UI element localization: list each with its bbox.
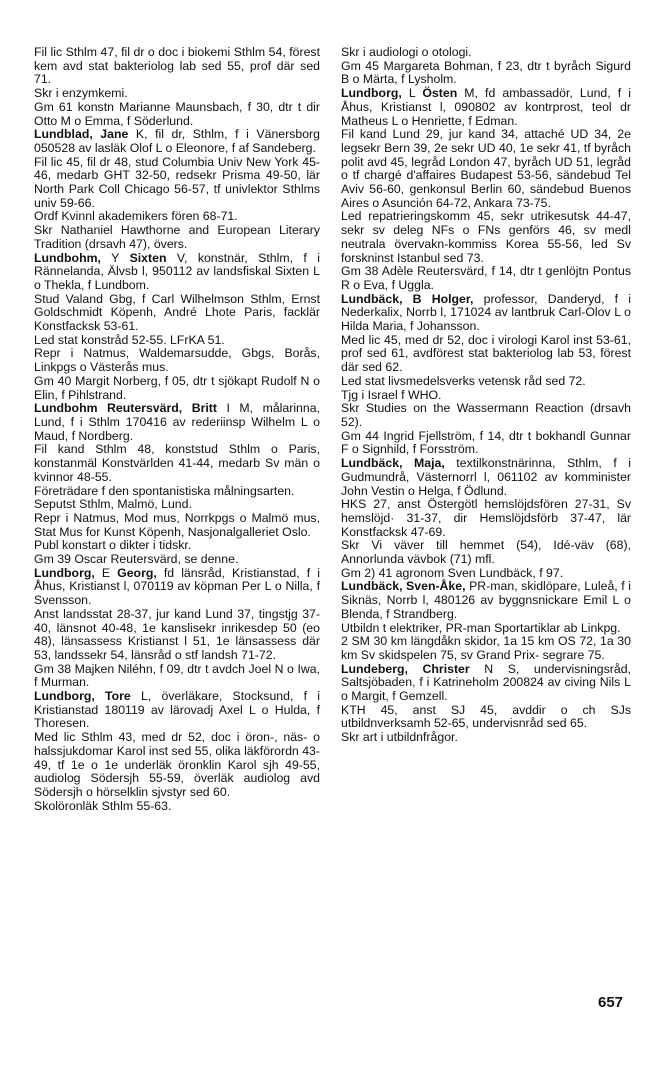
entry-text: E [94,565,118,580]
right-column [341,46,631,745]
entry-heading-paragraph [341,580,631,621]
entry-paragraph [341,731,631,745]
entry-text: Gm 39 Oscar Reutersvärd, se denne. [34,552,239,567]
entry-text: Skr Nathaniel Hawthorne and European Literary Tradition (drsavh 47), övers. [34,223,320,251]
entry-paragraph [34,608,320,663]
entry-text: fd länsråd, Kristianstad, f i Åhus, Kristianst l, 070119 av köpman Per L o Nilla, f Svensson. [34,565,320,608]
entry-text: Led repatrieringskomm 45, sekr utrikesutsk 44-47, sekr sv deleg NFs o FNs genförs 46, sv medl neutrala övervakn-kommiss Korea 55-56, led Sv forskninst Istanbul sed 73. [341,209,631,265]
entry-paragraph [341,334,631,375]
entry-paragraph [34,224,320,251]
entry-text: Seputst Sthlm, Malmö, Lund. [34,497,192,512]
entry-name: Lundbäck, Maja, [341,456,445,471]
entry-text: Gm 40 Margit Norberg, f 05, dtr t sjökapt Rudolf N o Elin, f Pihlstrand. [34,373,320,402]
entry-paragraph [341,402,631,429]
entry-text: Repr i Natmus, Waldemarsudde, Gbgs, Borås, Linkpgs o Västerås mus. [34,346,320,375]
entry-text: Led stat livsmedelsverks vetensk råd sed 72. [341,373,586,388]
entry-text: Skr art i utbildnfrågor. [341,730,458,745]
entry-paragraph [341,635,631,662]
entry-text: Företrädare f den spontanistiska målningsarten. [34,483,295,498]
entry-paragraph [34,87,320,101]
entry-text: Fil kand Sthlm 48, konststud Sthlm o Paris, konstanmäl Konstvärlden 41-44, medarb Sv män o kvinnor 48-55. [34,442,320,484]
entry-text: Tjg i Israel f WHO. [341,387,442,402]
entry-text: Gm 38 Majken Niléhn, f 09, dtr t avdch Joel N o Iwa, f Murman. [34,661,320,690]
entry-paragraph [34,512,320,539]
entry-name: Lundborg, [34,565,95,580]
entry-text: Ordf Kvinnl akademikers fören 68-71. [34,209,238,224]
entry-paragraph [341,430,631,457]
entry-name: Lundborg, Tore [34,689,131,704]
entry-text: textilkonstnärinna, Sthlm, f i Gudmundrå, Västernorrl l, 061102 av komminister John Vestin o Helga, f Ödlund. [341,456,631,498]
entry-text: 2 SM 30 km längdåkn skidor, 1a 15 km OS 72, 1a 30 km Sv skidspelen 75, sv Grand Prix- segrare 75. [341,634,631,662]
entry-paragraph [341,60,631,87]
entry-text: Stud Valand Gbg, f Carl Wilhelmson Sthlm, Ernst Goldschmidt Köpenh, André Lhote Paris, facklär Konstfacksk 53-61. [34,291,320,334]
entry-text: Led stat konstråd 52-55. LFrKA 51. [34,332,225,347]
entry-paragraph [34,293,320,334]
entry-heading-paragraph [341,87,631,128]
entry-text: professor, Danderyd, f i Nederkalix, Norrb l, 171024 av lantbruk Carl-Olov L o Hilda Maria, f Johansson. [341,291,632,334]
entry-paragraph [34,539,320,553]
entry-paragraph [34,347,320,374]
entry-paragraph [34,663,320,690]
left-column [34,46,320,813]
entry-heading-paragraph [34,402,320,443]
entry-text: PR-man, skidlöpare, Luleå, f i Siknäs, Norrb l, 480126 av byggnsnickare Emil L o Blenda, f Strandberg. [341,579,632,621]
entry-text: V, konstnär, Sthlm, f i Rännelanda, Älvsb l, 950112 av landsfiskal Sixten L o Thekla, f Lundbom. [34,250,320,292]
entry-text: Skr Vi väver till hemmet (54), Idé-väv (68), Annorlunda vävbok (71) mfl. [341,538,631,567]
entry-text: Gm 2) 41 agronom Sven Lundbäck, f 97. [341,565,564,580]
entry-name: Lundeberg, Christer [341,661,470,676]
entry-text: Utbildn t elektriker, PR-man Sportartiklar ab Linkpg. [341,620,621,635]
entry-text: Gm 61 konstn Marianne Maunsbach, f 30, dtr t dir Otto M o Emma, f Söderlund. [34,99,320,128]
entry-paragraph [34,101,320,128]
entry-heading-paragraph [34,128,320,155]
entry-paragraph [341,498,631,539]
entry-text: Gm 45 Margareta Bohman, f 23, dtr t byråch Sigurd B o Märta, f Lysholm. [341,58,631,87]
entry-paragraph [34,553,320,567]
entry-text: Skr i enzymkemi. [34,86,128,101]
entry-name: Östen [422,86,458,101]
entry-paragraph [341,375,631,389]
entry-paragraph [34,485,320,499]
entry-name: Lundbohm, [34,250,101,265]
entry-text: M, fd ambassadör, Lund, f i Åhus, Kristianst l, 090802 av kontrprost, teol dr Matheus L o Henriette, f Edman. [341,86,631,128]
entry-text: Skr Studies on the Wassermann Reaction (drsavh 52). [341,401,631,429]
entry-paragraph [34,375,320,402]
entry-text: Fil lic Sthlm 47, fil dr o doc i biokemi Sthlm 54, förest kem avd stat bakteriolog lab sed 55, prof där sed 71. [34,45,320,87]
entry-name: Lundbäck, B Holger, [341,291,474,306]
entry-heading-paragraph [341,663,631,704]
entry-paragraph [341,389,631,403]
entry-text: Publ konstart o dikter i tidskr. [34,538,192,553]
entry-paragraph [341,539,631,566]
entry-paragraph [341,128,631,210]
entry-text: Skr i audiologi o otologi. [341,45,472,59]
entry-paragraph [34,46,320,87]
entry-text: L, överläkare, Stocksund, f i Kristianstad 180119 av lärovadj Axel L o Hulda, f Thoresen. [34,689,321,731]
entry-paragraph [341,622,631,636]
entry-paragraph [34,156,320,211]
entry-paragraph [341,704,631,731]
entry-heading-paragraph [341,293,631,334]
entry-heading-paragraph [34,252,320,293]
entry-paragraph [34,731,320,800]
entry-text: N S, undervisningsråd, Saltsjöbaden, f i Katrineholm 200824 av civing Nils L o Margit, f Gemzell. [341,661,631,704]
entry-text: Gm 38 Adèle Reutersvärd, f 14, dtr t genlöjtn Pontus R o Eva, f Uggla. [341,264,631,292]
entry-text: Skolöronläk Sthlm 55-63. [34,798,172,813]
entry-name: Georg, [117,565,157,580]
entry-paragraph [341,265,631,292]
entry-text: Anst landsstat 28-37, jur kand Lund 37, tingstjg 37-40, länsnot 40-48, 1e kanslisekr inrikesdep 50 (eo 48), länsassess Kristianst l 51, 1e länsassess där 53, landssekr 54, länsråd o stf landsh 71-72. [34,606,320,662]
entry-text: Fil kand Lund 29, jur kand 34, attaché UD 34, 2e legsekr Bern 39, 2e sekr UD 40, 1e sekr 41, tf byråch polit avd 45, legråd London 47, byråch UD 51, legråd o tf chargé d'affaires Budapest 53-56, sändebud Tel Aviv 56-60, genkonsul Berlin 60, sändebud Buenos Aires o Asunción 64-72, Ankara 73-75. [341,127,631,210]
entry-name: Lundbäck, Sven-Åke, [341,579,466,594]
entry-name: Lundblad, Jane [34,127,129,142]
entry-paragraph [34,334,320,348]
entry-text: Gm 44 Ingrid Fjellström, f 14, dtr t bokhandl Gunnar F o Signhild, f Forsström. [341,428,631,457]
entry-name: Sixten [129,250,167,265]
entry-heading-paragraph [34,567,320,608]
entry-paragraph [34,498,320,512]
entry-text: Repr i Natmus, Mod mus, Norrkpgs o Malmö mus, Stat Mus for Kunst Köpenh, Nasjonalgalleriet Oslo. [34,510,320,539]
entry-text: I M, målarinna, Lund, f i Sthlm 170416 av rederiinsp Wilhelm L o Maud, f Nordberg. [34,401,320,443]
entry-paragraph [341,210,631,265]
entry-text: Y [100,250,130,265]
entry-text: Fil lic 45, fil dr 48, stud Columbia Univ New York 45-46, medarb GHT 32-50, redsekr Prisma 49-50, lär North Park Coll Chicago 56-57, tf univlektor Sthlms univ 59-66. [34,154,320,210]
entry-text: HKS 27, anst Östergötl hemslöjdsfören 27-31, Sv hemslöjd· 31-37, dir Hemslöjdsförb 37-47, lär Konstfacksk 47-69. [341,497,631,539]
entry-paragraph [341,46,631,60]
page-number: 657 [598,994,624,1011]
entry-paragraph [34,210,320,224]
entry-text: Med lic 45, med dr 52, doc i virologi Karol inst 53-61, prof sed 61, avdförest stat bakteriolog lab 53, förest där sed 62. [341,332,631,375]
entry-text: KTH 45, anst SJ 45, avddir o ch SJs utbildnverksamh 52-65, undervisnråd sed 65. [341,702,631,731]
entry-heading-paragraph [34,690,320,731]
entry-text: K, fil dr, Sthlm, f i Vänersborg 050528 av lasläk Olof L o Eleonore, f af Sandeberg. [34,127,320,155]
entry-paragraph [34,800,320,814]
entry-name: Lundborg, [341,86,402,101]
entry-text: L [401,86,423,101]
entry-text: Med lic Sthlm 43, med dr 52, doc i öron-, näs- o halssjukdomar Karol inst sed 55, olika läkförordn 43-49, tf 1e o 1e underläk öronklin Karol sjh 49-55, audiolog Södersjh 55-59, överläk audiolog avd Södersjh o hörselklin sjvstyr sed 60. [34,730,320,799]
entry-paragraph [34,443,320,484]
entry-heading-paragraph [341,457,631,498]
entry-name: Lundbohm Reutersvärd, Britt [34,401,217,416]
